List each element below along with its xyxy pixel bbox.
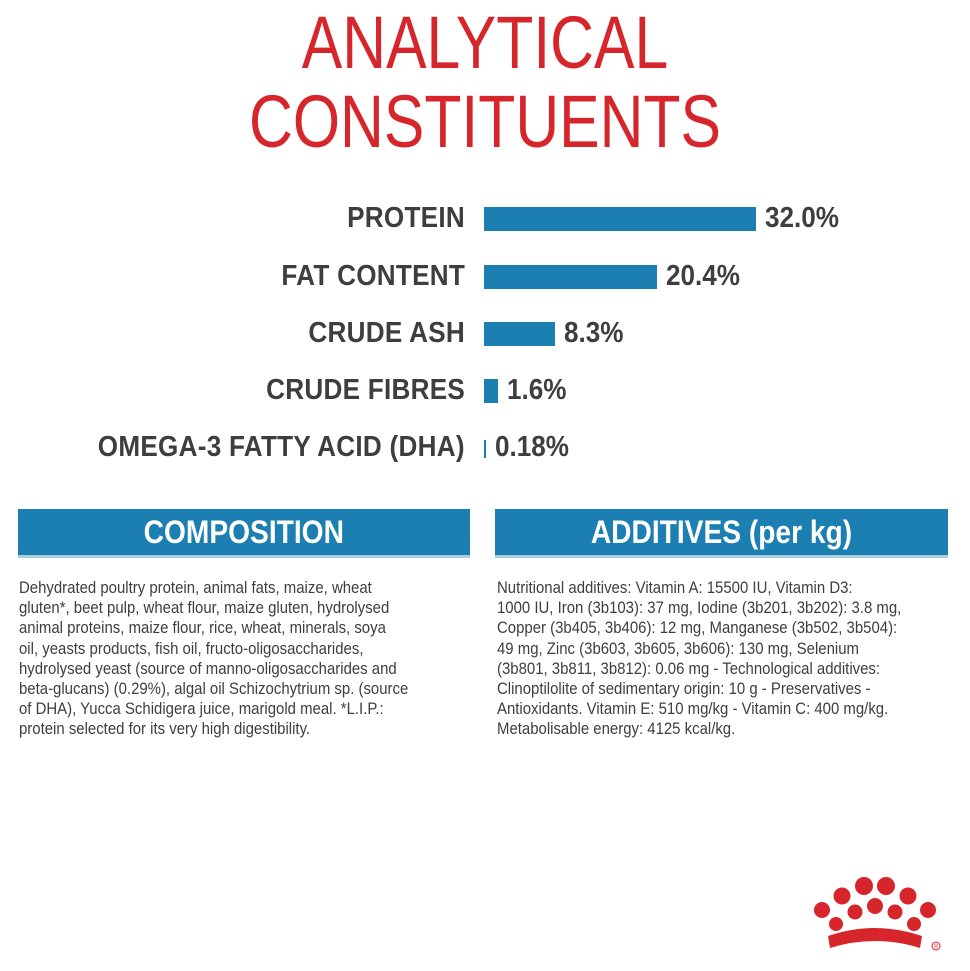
composition-header [18,509,470,558]
composition-header-label: COMPOSITION [143,513,345,550]
composition-line: animal proteins, maize flour, rice, wheat, minerals, soya [19,618,386,638]
additives-line: Antioxidants. Vitamin E: 510 mg/kg - Vitamin C: 400 mg/kg. [497,699,889,719]
bar [484,322,555,346]
bar [484,265,657,289]
bar-value-label: 20.4% [666,260,741,292]
additives-line: Nutritional additives: Vitamin A: 15500 IU, Vitamin D3: [497,578,853,597]
bar-label: CRUDE FIBRES [265,374,465,406]
bar-value-label: 8.3% [563,317,624,349]
analytical-constituents-chart [0,0,970,480]
additives-text [497,578,947,740]
composition-line: beta-glucans) (0.29%), algal oil Schizochytrium sp. (source [19,679,409,699]
title-line-2: CONSTITUENTS [249,80,721,163]
bar [484,379,498,403]
additives-line: 1000 IU, Iron (3b103): 37 mg, Iodine (3b201, 3b202): 3.8 mg, [497,598,902,618]
bar [484,440,486,458]
composition-text [19,578,469,740]
crown-logo-icon [812,876,948,954]
additives-line: Copper (3b405, 3b406): 12 mg, Manganese (3b502, 3b504): [497,618,898,638]
additives-line: (3b801, 3b811, 3b812): 0.06 mg - Technological additives: [497,658,881,678]
composition-line: protein selected for its very high digestibility. [19,719,311,739]
svg-text:®: ® [933,944,939,951]
additives-line: 49 mg, Zinc (3b603, 3b605, 3b606): 130 mg, Selenium [497,638,859,658]
composition-line: Dehydrated poultry protein, animal fats, maize, wheat [19,578,372,597]
bar-label: CRUDE ASH [308,317,465,349]
title-line-1: ANALYTICAL [301,1,669,84]
composition-line: oil, yeasts products, fish oil, fructo-oligosaccharides, [19,638,364,658]
bar-label: OMEGA-3 FATTY ACID (DHA) [97,431,465,463]
additives-header [495,509,948,558]
additives-line: Metabolisable energy: 4125 kcal/kg. [497,719,736,739]
bar [484,207,756,231]
composition-line: hydrolysed yeast (source of manno-oligosaccharides and [19,658,397,678]
bar-value-label: 1.6% [506,374,567,406]
bar-value-label: 0.18% [495,431,570,463]
composition-line: of DHA), Yucca Schidigera juice, marigold meal. *L.I.P.: [19,699,384,719]
bar-value-label: 32.0% [765,202,840,234]
composition-line: gluten*, beet pulp, wheat flour, maize gluten, hydrolysed [19,598,390,618]
additives-header-label: ADDITIVES (per kg) [590,513,853,550]
bar-label: FAT CONTENT [281,260,465,292]
additives-line: Clinoptilolite of sedimentary origin: 10 g - Preservatives - [497,679,871,699]
bar-label: PROTEIN [347,202,465,234]
